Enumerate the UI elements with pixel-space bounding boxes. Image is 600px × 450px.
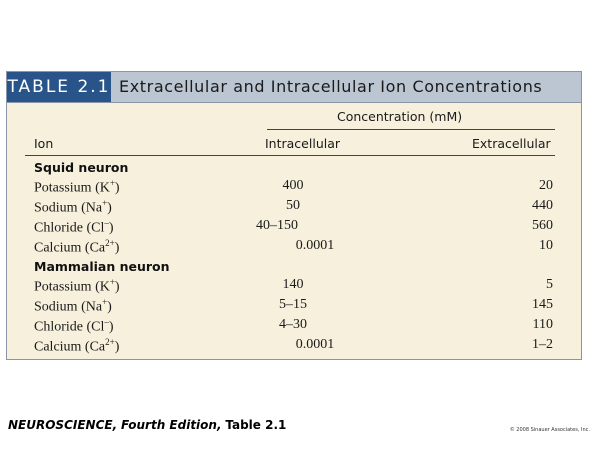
section-heading: Mammalian neuron xyxy=(34,259,170,274)
extracellular-value: 110 xyxy=(532,317,553,332)
extracellular-value: 440 xyxy=(532,198,553,213)
intracellular-value: 400 xyxy=(282,178,304,193)
ion-name: Potassium (K+) xyxy=(34,277,120,295)
book-citation xyxy=(8,418,286,432)
book-edition: Fourth Edition, xyxy=(120,418,222,432)
concentration-rule xyxy=(267,129,555,130)
intracellular-value: 40–150 xyxy=(256,218,298,233)
extracellular-value: 1–2 xyxy=(532,337,553,352)
extracellular-value: 560 xyxy=(532,218,553,233)
book-title: NEUROSCIENCE, xyxy=(8,418,118,432)
ion-name: Potassium (K+) xyxy=(34,178,120,196)
table-number-tag: TABLE 2.1 xyxy=(7,72,111,102)
table-title-bar xyxy=(7,72,581,103)
intracellular-value: 140 xyxy=(282,277,304,292)
ion-name: Chloride (Cl–) xyxy=(34,218,114,236)
column-header-ion: Ion xyxy=(34,136,54,151)
concentration-header: Concentration (mM) xyxy=(337,109,463,124)
ion-name: Sodium (Na+) xyxy=(34,198,112,216)
intracellular-value: 0.0001 xyxy=(295,337,335,352)
copyright-notice: © 2008 Sinauer Associates, Inc. xyxy=(509,427,590,433)
table-title: Extracellular and Intracellular Ion Concentrations xyxy=(119,77,543,96)
ion-name: Sodium (Na+) xyxy=(34,297,112,315)
intracellular-value: 4–30 xyxy=(279,317,307,332)
extracellular-value: 10 xyxy=(539,238,553,253)
column-header-intracellular: Intracellular xyxy=(265,136,341,151)
ion-name: Calcium $(Ca^{2+})$ xyxy=(34,337,120,355)
ion-concentration-table xyxy=(6,71,582,360)
ion-name: Calcium $(Ca^{2+})$ xyxy=(34,238,120,256)
column-header-extracellular: Extracellular xyxy=(472,136,551,151)
intracellular-value: 50 xyxy=(286,198,300,213)
extracellular-value: 5 xyxy=(546,277,553,292)
ion-name: Chloride (Cl–) xyxy=(34,317,114,335)
section-heading: Squid neuron xyxy=(34,160,129,175)
header-rule xyxy=(25,155,555,156)
extracellular-value: 145 xyxy=(532,297,553,312)
intracellular-value: 5–15 xyxy=(279,297,307,312)
extracellular-value: 20 xyxy=(539,178,553,193)
table-reference: Table 2.1 xyxy=(225,418,287,432)
intracellular-value: 0.0001 xyxy=(295,238,335,253)
